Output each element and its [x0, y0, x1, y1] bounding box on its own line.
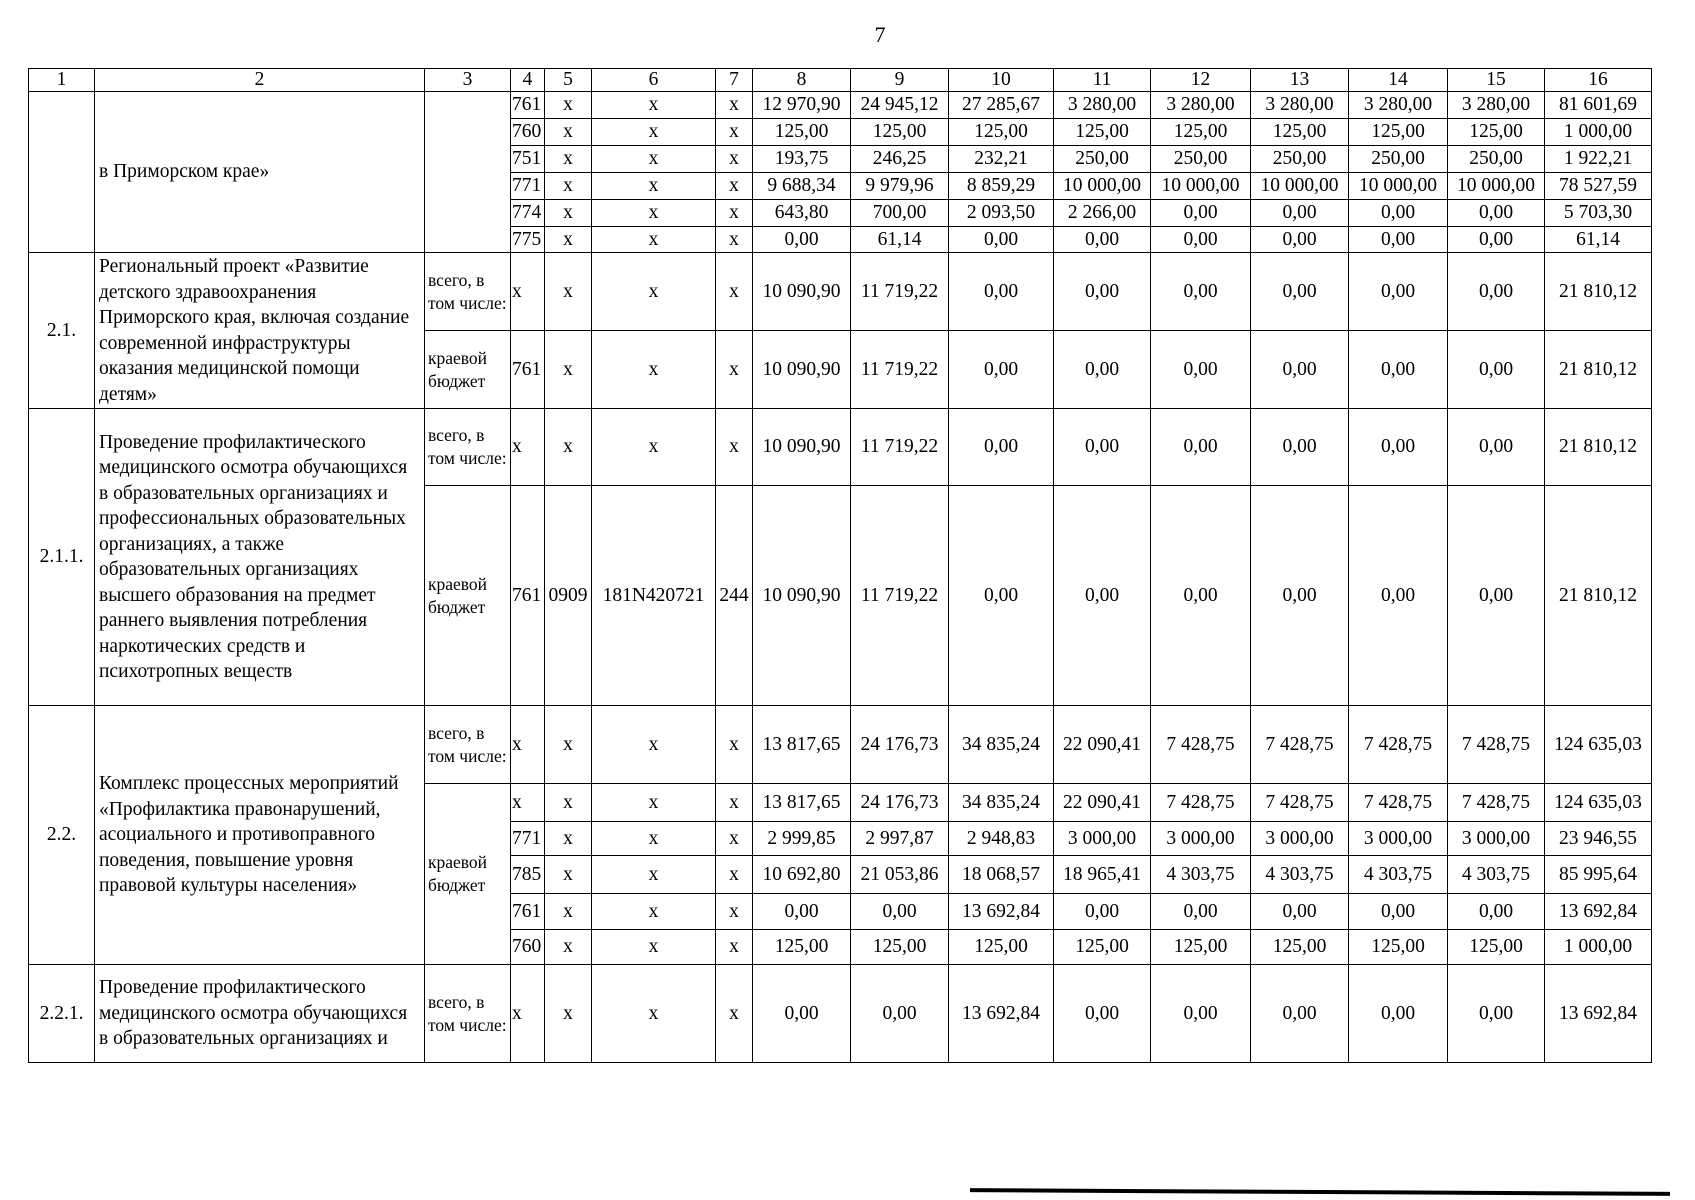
table-cell: 0,00	[1151, 894, 1251, 930]
table-cell: 0,00	[1054, 409, 1151, 486]
table-cell: 760	[511, 119, 545, 146]
table-cell: x	[716, 822, 753, 856]
row-index: 2.1.1.	[29, 409, 95, 706]
table-cell: 7 428,75	[1448, 706, 1545, 784]
table-cell: 21 810,12	[1545, 486, 1652, 706]
table-cell: x	[545, 92, 592, 119]
table-cell: 34 835,24	[949, 784, 1054, 822]
table-cell: 0,00	[1151, 227, 1251, 253]
table-cell: x	[592, 253, 716, 331]
funding-source: всего, в том числе:	[425, 965, 511, 1063]
table-cell: 4 303,75	[1448, 856, 1545, 894]
table-cell: 0,00	[1349, 200, 1448, 227]
table-cell: 3 280,00	[1349, 92, 1448, 119]
table-cell: 24 176,73	[851, 706, 949, 784]
table-cell: 761	[511, 894, 545, 930]
table-cell: 0,00	[1054, 331, 1151, 409]
table-cell: 9 979,96	[851, 173, 949, 200]
column-header: 7	[716, 69, 753, 92]
table-cell: 250,00	[1349, 146, 1448, 173]
column-header: 1	[29, 69, 95, 92]
measure-name: Комплекс процессных мероприятий «Профилактика правонарушений, асоциального и противоправного поведения, повышение уровня правовой культуры населения»	[95, 706, 425, 965]
table-cell: x	[545, 200, 592, 227]
row-index	[29, 92, 95, 253]
table-cell: 125,00	[1054, 119, 1151, 146]
table-cell: 10 090,90	[753, 409, 851, 486]
table-cell: x	[545, 227, 592, 253]
table-cell: 10 090,90	[753, 253, 851, 331]
table-cell: 3 280,00	[1448, 92, 1545, 119]
table-cell: 13 692,84	[1545, 965, 1652, 1063]
funding-source: краевой бюджет	[425, 486, 511, 706]
table-cell: 0909	[545, 486, 592, 706]
row-index: 2.2.	[29, 706, 95, 965]
table-cell: 2 948,83	[949, 822, 1054, 856]
table-cell: x	[545, 119, 592, 146]
table-cell: 13 692,84	[1545, 894, 1652, 930]
table-cell: 0,00	[1251, 253, 1349, 331]
table-cell: 0,00	[1448, 965, 1545, 1063]
table-cell: x	[592, 173, 716, 200]
table-cell: 10 000,00	[1151, 173, 1251, 200]
table-cell: 643,80	[753, 200, 851, 227]
table-cell: 13 817,65	[753, 706, 851, 784]
table-cell: 3 000,00	[1448, 822, 1545, 856]
table-cell: 0,00	[1349, 253, 1448, 331]
table-cell: 246,25	[851, 146, 949, 173]
table-cell: 0,00	[1349, 894, 1448, 930]
table-cell: 0,00	[753, 894, 851, 930]
table-cell: 0,00	[851, 965, 949, 1063]
column-header: 3	[425, 69, 511, 92]
table-cell: 1 000,00	[1545, 930, 1652, 965]
table-cell: 3 280,00	[1251, 92, 1349, 119]
table-cell: 4 303,75	[1151, 856, 1251, 894]
table-cell: x	[716, 92, 753, 119]
table-cell: 21 810,12	[1545, 253, 1652, 331]
table-row	[29, 409, 1652, 486]
table-cell: 0,00	[1448, 486, 1545, 706]
table-cell: 0,00	[1151, 486, 1251, 706]
table-cell: x	[592, 706, 716, 784]
table-cell: 125,00	[949, 119, 1054, 146]
table-cell: 24 176,73	[851, 784, 949, 822]
table-cell: x	[716, 227, 753, 253]
table-cell: 21 053,86	[851, 856, 949, 894]
table-cell: 23 946,55	[1545, 822, 1652, 856]
table-cell: x	[592, 92, 716, 119]
funding-source: всего, в том числе:	[425, 409, 511, 486]
table-cell: 125,00	[1349, 930, 1448, 965]
table-cell: 125,00	[1151, 119, 1251, 146]
table-cell: 0,00	[1151, 253, 1251, 331]
table-cell: 13 817,65	[753, 784, 851, 822]
table-cell: 3 280,00	[1151, 92, 1251, 119]
table-cell: x	[716, 173, 753, 200]
table-cell: x	[511, 784, 545, 822]
table-cell: 0,00	[1251, 894, 1349, 930]
table-row	[29, 253, 1652, 331]
column-header: 12	[1151, 69, 1251, 92]
table-row	[29, 965, 1652, 1063]
table-cell: x	[592, 784, 716, 822]
table-cell: 0,00	[753, 965, 851, 1063]
table-cell: 11 719,22	[851, 486, 949, 706]
table-cell: 125,00	[851, 930, 949, 965]
table-cell: 0,00	[1349, 965, 1448, 1063]
table-cell: 0,00	[1054, 227, 1151, 253]
table-cell: x	[545, 253, 592, 331]
table-cell: 22 090,41	[1054, 706, 1151, 784]
table-cell: 13 692,84	[949, 894, 1054, 930]
table-cell: 0,00	[1054, 253, 1151, 331]
table-cell: x	[592, 227, 716, 253]
table-cell: 61,14	[1545, 227, 1652, 253]
table-cell: x	[716, 253, 753, 331]
table-cell: 125,00	[949, 930, 1054, 965]
table-cell: 250,00	[1151, 146, 1251, 173]
table-row	[29, 92, 1652, 119]
table-cell: x	[545, 822, 592, 856]
table-cell: 2 999,85	[753, 822, 851, 856]
table-cell: 244	[716, 486, 753, 706]
table-row	[29, 706, 1652, 784]
table-cell: 8 859,29	[949, 173, 1054, 200]
table-cell: 761	[511, 331, 545, 409]
table-cell: 125,00	[1251, 930, 1349, 965]
table-cell: 0,00	[949, 486, 1054, 706]
table-cell: 18 068,57	[949, 856, 1054, 894]
funding-source: всего, в том числе:	[425, 706, 511, 784]
table-cell: x	[716, 409, 753, 486]
table-cell: 0,00	[1251, 331, 1349, 409]
table-cell: 0,00	[1448, 409, 1545, 486]
table-cell: 9 688,34	[753, 173, 851, 200]
table-cell: x	[545, 856, 592, 894]
table-cell: 11 719,22	[851, 409, 949, 486]
table-cell: 22 090,41	[1054, 784, 1151, 822]
table-cell: 7 428,75	[1349, 784, 1448, 822]
table-cell: 125,00	[1349, 119, 1448, 146]
table-cell: 771	[511, 173, 545, 200]
table-cell: 0,00	[1349, 227, 1448, 253]
column-header: 5	[545, 69, 592, 92]
table-cell: 0,00	[949, 331, 1054, 409]
table-cell: x	[545, 930, 592, 965]
table-cell: 193,75	[753, 146, 851, 173]
measure-name: Региональный проект «Развитие детского здравоохранения Приморского края, включая создание современной инфраструктуры оказания медицинской помощи детям»	[95, 253, 425, 409]
table-cell: 125,00	[851, 119, 949, 146]
table-cell: x	[545, 894, 592, 930]
table-cell: 124 635,03	[1545, 784, 1652, 822]
table-cell: 0,00	[1448, 253, 1545, 331]
table-cell: 5 703,30	[1545, 200, 1652, 227]
measure-name: в Приморском крае»	[95, 92, 425, 253]
table-cell: 751	[511, 146, 545, 173]
column-header: 15	[1448, 69, 1545, 92]
table-cell: 771	[511, 822, 545, 856]
table-cell: 125,00	[753, 119, 851, 146]
table-cell: 250,00	[1448, 146, 1545, 173]
table-cell: 0,00	[753, 227, 851, 253]
table-cell: 12 970,90	[753, 92, 851, 119]
funding-source	[425, 92, 511, 253]
table-cell: x	[545, 784, 592, 822]
table-cell: 0,00	[1349, 486, 1448, 706]
table-cell: x	[511, 706, 545, 784]
table-cell: x	[592, 822, 716, 856]
table-cell: 10 090,90	[753, 331, 851, 409]
table-cell: 0,00	[851, 894, 949, 930]
table-cell: x	[545, 173, 592, 200]
table-cell: 3 000,00	[1151, 822, 1251, 856]
table-cell: x	[511, 965, 545, 1063]
table-cell: 232,21	[949, 146, 1054, 173]
table-cell: 250,00	[1251, 146, 1349, 173]
table-cell: 7 428,75	[1448, 784, 1545, 822]
table-cell: 0,00	[1349, 331, 1448, 409]
table-cell: 125,00	[1448, 119, 1545, 146]
table-cell: 3 000,00	[1349, 822, 1448, 856]
funding-source: всего, в том числе:	[425, 253, 511, 331]
table-cell: 7 428,75	[1151, 706, 1251, 784]
table-cell: 125,00	[1251, 119, 1349, 146]
table-cell: x	[592, 930, 716, 965]
table-cell: 10 000,00	[1251, 173, 1349, 200]
table-cell: 27 285,67	[949, 92, 1054, 119]
table-cell: 0,00	[1151, 331, 1251, 409]
budget-table	[28, 68, 1652, 1063]
table-cell: 3 280,00	[1054, 92, 1151, 119]
table-cell: 785	[511, 856, 545, 894]
table-cell: 760	[511, 930, 545, 965]
table-cell: x	[716, 146, 753, 173]
table-cell: 10 090,90	[753, 486, 851, 706]
table-cell: 2 997,87	[851, 822, 949, 856]
table-cell: x	[592, 856, 716, 894]
table-cell: x	[592, 119, 716, 146]
table-cell: 125,00	[1151, 930, 1251, 965]
table-cell: 0,00	[1251, 200, 1349, 227]
table-cell: 181N420721	[592, 486, 716, 706]
table-cell: 10 000,00	[1054, 173, 1151, 200]
table-cell: 774	[511, 200, 545, 227]
column-header: 10	[949, 69, 1054, 92]
table-cell: 11 719,22	[851, 331, 949, 409]
table-cell: x	[716, 930, 753, 965]
table-cell: 21 810,12	[1545, 331, 1652, 409]
table-cell: 0,00	[1151, 200, 1251, 227]
column-header: 9	[851, 69, 949, 92]
table-cell: 0,00	[1448, 200, 1545, 227]
column-header: 8	[753, 69, 851, 92]
table-cell: x	[592, 146, 716, 173]
table-cell: x	[592, 965, 716, 1063]
table-cell: x	[545, 331, 592, 409]
table-cell: 124 635,03	[1545, 706, 1652, 784]
table-cell: 0,00	[949, 253, 1054, 331]
table-cell: 2 266,00	[1054, 200, 1151, 227]
table-cell: x	[716, 119, 753, 146]
table-cell: 18 965,41	[1054, 856, 1151, 894]
table-cell: x	[716, 894, 753, 930]
column-header: 4	[511, 69, 545, 92]
table-cell: 0,00	[1448, 227, 1545, 253]
table-cell: x	[592, 894, 716, 930]
table-cell: 0,00	[1151, 965, 1251, 1063]
table-cell: x	[716, 965, 753, 1063]
column-header: 14	[1349, 69, 1448, 92]
table-cell: 0,00	[1251, 486, 1349, 706]
table-cell: x	[716, 200, 753, 227]
table-cell: 4 303,75	[1251, 856, 1349, 894]
table-cell: 61,14	[851, 227, 949, 253]
table-cell: x	[716, 706, 753, 784]
table-cell: 3 000,00	[1054, 822, 1151, 856]
table-cell: 775	[511, 227, 545, 253]
table-cell: 0,00	[1151, 409, 1251, 486]
table-cell: 3 000,00	[1251, 822, 1349, 856]
table-cell: 125,00	[753, 930, 851, 965]
table-cell: 0,00	[1251, 227, 1349, 253]
row-index: 2.2.1.	[29, 965, 95, 1063]
table-cell: x	[592, 331, 716, 409]
table-cell: x	[545, 146, 592, 173]
table-cell: 81 601,69	[1545, 92, 1652, 119]
column-header: 6	[592, 69, 716, 92]
table-cell: x	[545, 965, 592, 1063]
table-cell: 1 922,21	[1545, 146, 1652, 173]
table-cell: 7 428,75	[1251, 706, 1349, 784]
table-cell: 125,00	[1448, 930, 1545, 965]
table-cell: 24 945,12	[851, 92, 949, 119]
table-cell: 10 000,00	[1448, 173, 1545, 200]
table-cell: 7 428,75	[1151, 784, 1251, 822]
table-cell: 4 303,75	[1349, 856, 1448, 894]
table-cell: 78 527,59	[1545, 173, 1652, 200]
measure-name: Проведение профилактического медицинского осмотра обучающихся в образовательных организациях и	[95, 965, 425, 1063]
table-cell: 250,00	[1054, 146, 1151, 173]
table-cell: 7 428,75	[1251, 784, 1349, 822]
page-number: 7	[874, 22, 886, 47]
funding-source: краевой бюджет	[425, 331, 511, 409]
table-cell: 700,00	[851, 200, 949, 227]
table-cell: x	[716, 856, 753, 894]
column-header: 13	[1251, 69, 1349, 92]
table-row	[29, 69, 1652, 92]
table-cell: 0,00	[1251, 965, 1349, 1063]
table-cell: 0,00	[1054, 965, 1151, 1063]
table-cell: 7 428,75	[1349, 706, 1448, 784]
column-header: 2	[95, 69, 425, 92]
table-cell: 21 810,12	[1545, 409, 1652, 486]
table-cell: 13 692,84	[949, 965, 1054, 1063]
table-cell: x	[592, 409, 716, 486]
table-cell: x	[511, 409, 545, 486]
table-cell: 0,00	[1054, 486, 1151, 706]
table-cell: 0,00	[949, 409, 1054, 486]
funding-source: краевой бюджет	[425, 784, 511, 965]
measure-name: Проведение профилактического медицинского осмотра обучающихся в образовательных организациях и профессиональных образовательных организациях, а также образовательных организациях высшего образования на предмет раннего выявления потребления наркотических средств и психотропных веществ	[95, 409, 425, 706]
table-cell: 125,00	[1054, 930, 1151, 965]
column-header: 16	[1545, 69, 1652, 92]
table-cell: 761	[511, 92, 545, 119]
row-index: 2.1.	[29, 253, 95, 409]
table-cell: 1 000,00	[1545, 119, 1652, 146]
table-cell: x	[545, 706, 592, 784]
table-cell: x	[716, 331, 753, 409]
table-cell: 0,00	[1349, 409, 1448, 486]
table-cell: x	[716, 784, 753, 822]
table-cell: 0,00	[1054, 894, 1151, 930]
table-cell: 0,00	[1448, 894, 1545, 930]
table-cell: 34 835,24	[949, 706, 1054, 784]
table-cell: 0,00	[1448, 331, 1545, 409]
table-cell: 85 995,64	[1545, 856, 1652, 894]
table-cell: 0,00	[949, 227, 1054, 253]
table-cell: x	[545, 409, 592, 486]
table-cell: 10 692,80	[753, 856, 851, 894]
table-cell: 761	[511, 486, 545, 706]
table-cell: x	[511, 253, 545, 331]
table-cell: 0,00	[1251, 409, 1349, 486]
bottom-rule	[970, 1188, 1670, 1196]
table-cell: 2 093,50	[949, 200, 1054, 227]
table-cell: x	[592, 200, 716, 227]
column-header: 11	[1054, 69, 1151, 92]
table-cell: 10 000,00	[1349, 173, 1448, 200]
table-cell: 11 719,22	[851, 253, 949, 331]
